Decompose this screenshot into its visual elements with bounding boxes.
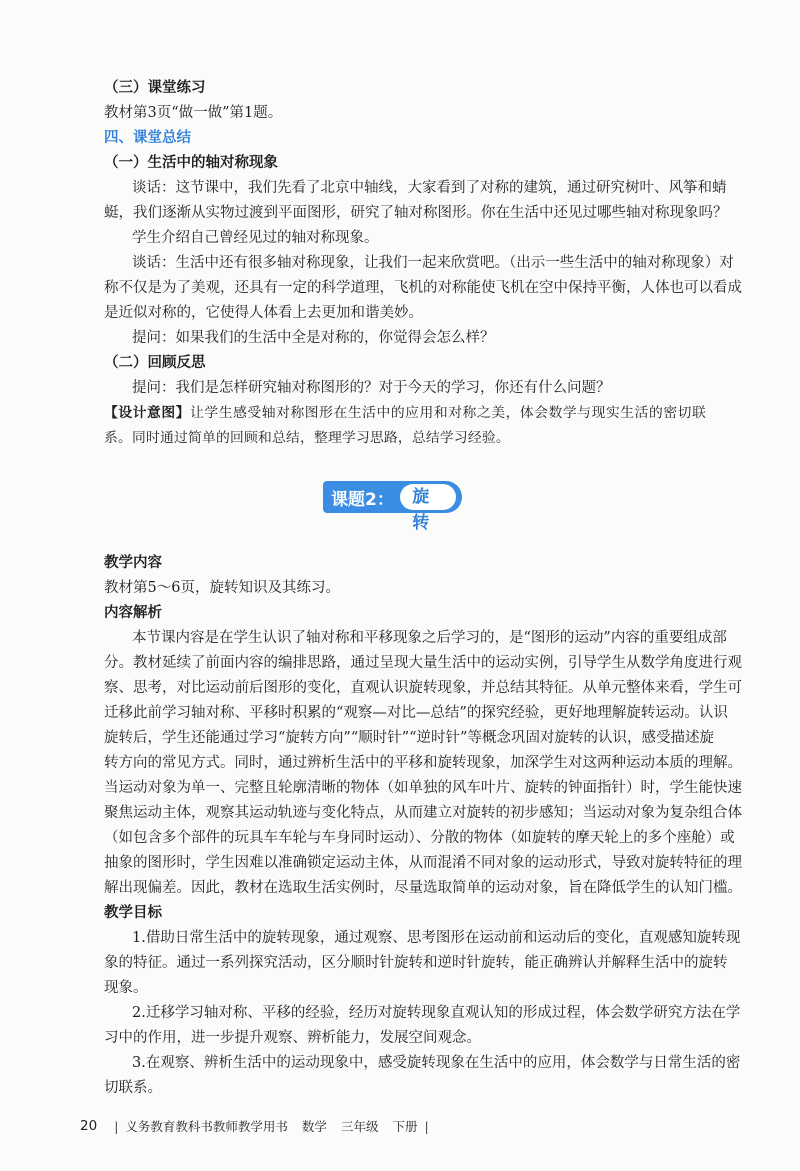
analysis-line: 旋转后，学生还能通过学习“旋转方向”“顺时针”“逆时针”等概念巩固对旋转的认识，感受描述旋 — [104, 730, 714, 746]
goal-line: 象的特征。通过一系列探究活动，区分顺时针旋转和逆时针旋转，能正确辨认并解释生活中的旋转 — [104, 955, 728, 971]
topic-badge — [323, 481, 462, 533]
design-intent-tag: 【设计意图】 — [104, 405, 191, 421]
analysis-line: （如包含多个部件的玩具车车轮与车身同时运动）、分散的物体（如旋转的摩天轮上的多个座舱）或 — [104, 830, 735, 846]
goal-line: 现象。 — [104, 980, 148, 996]
footer-book-title: 义务教育教科书教师教学用书 — [125, 1119, 288, 1134]
subheading-symmetry-in-life: （一）生活中的轴对称现象 — [104, 155, 278, 171]
heading-content-analysis: 内容解析 — [104, 605, 162, 621]
topic-title: 旋转 — [400, 484, 456, 510]
heading-teaching-content: 教学内容 — [104, 555, 162, 571]
analysis-line: 本节课内容是在学生认识了轴对称和平移现象之后学习的，是“图形的运动”内容的重要组成部 — [132, 630, 727, 646]
goal-line: 3.在观察、辨析生活中的运动现象中，感受旋转现象在生活中的应用，体会数学与日常生活的密 — [132, 1055, 741, 1071]
goal-line: 2.迁移学习轴对称、平移的经验，经历对旋转现象直观认知的形成过程，体会数学研究方法在学 — [132, 1005, 741, 1021]
paragraph-line: 是近似对称的，它使得人体看上去更加和谐美妙。 — [104, 305, 423, 321]
topic-label: 课题2： — [331, 489, 394, 510]
practice-text: 教材第3页“做一做”第1题。 — [104, 105, 283, 121]
paragraph-line: 提问：如果我们的生活中全是对称的，你觉得会怎么样？ — [132, 330, 495, 346]
subheading-review: （二）回顾反思 — [104, 355, 206, 371]
teaching-content-text: 教材第5～6页，旋转知识及其练习。 — [104, 580, 340, 596]
analysis-line: 察、思考，对比运动前后图形的变化，直观认识旋转现象，并总结其特征。从单元整体来看，学生可 — [104, 680, 742, 696]
footer-separator: | — [424, 1118, 429, 1134]
design-intent-line — [104, 403, 706, 423]
goal-line: 1.借助日常生活中的旋转现象，通过观察、思考图形在运动前和运动后的变化，直观感知旋转现 — [132, 930, 741, 946]
design-intent-text: 让学生感受轴对称图形在生活中的应用和对称之美，体会数学与现实生活的密切联 — [190, 405, 707, 421]
section-heading-summary: 四、课堂总结 — [104, 130, 191, 146]
analysis-line: 聚焦运动主体，观察其运动轨迹与变化特点，从而建立对旋转的初步感知；当运动对象为复杂组合体 — [104, 805, 742, 821]
page-footer — [80, 1116, 436, 1136]
paragraph-line: 蜓，我们逐渐从实物过渡到平面图形，研究了轴对称图形。你在生活中还见过哪些轴对称现象吗？ — [104, 205, 728, 221]
analysis-line: 解出现偏差。因此，教材在选取生活实例时，尽量选取简单的运动对象，旨在降低学生的认知门槛。 — [104, 880, 742, 896]
goal-line: 习中的作用，进一步提升观察、辨析能力，发展空间观念。 — [104, 1030, 481, 1046]
analysis-line: 转方向的常见方式。同时，通过辨析生活中的平移和旋转现象，加深学生对这两种运动本质的理解。 — [104, 755, 742, 771]
section-heading-practice: （三）课堂练习 — [104, 80, 206, 96]
analysis-line: 当运动对象为单一、完整且轮廓清晰的物体（如单独的风车叶片、旋转的钟面指针）时，学生能快速 — [104, 780, 742, 796]
paragraph-line: 谈话：生活中还有很多轴对称现象，让我们一起来欣赏吧。（出示一些生活中的轴对称现象）对 — [132, 255, 734, 271]
heading-teaching-goals: 教学目标 — [104, 905, 162, 921]
paragraph-line: 称不仅是为了美观，还具有一定的科学道理，飞机的对称能使飞机在空中保持平衡，人体也可以看成 — [104, 280, 742, 296]
paragraph-line: 谈话：这节课中，我们先看了北京中轴线，大家看到了对称的建筑，通过研究树叶、风筝和蜻 — [132, 180, 727, 196]
paragraph-line: 提问：我们是怎样研究轴对称图形的？对于今天的学习，你还有什么问题？ — [132, 380, 611, 396]
page-number: 20 — [80, 1118, 98, 1134]
goal-line: 切联系。 — [104, 1080, 162, 1096]
analysis-line: 迁移此前学习轴对称、平移时积累的“观察—对比—总结”的探究经验，更好地理解旋转运动。认识 — [104, 705, 728, 721]
footer-subject: 数学 — [301, 1119, 327, 1134]
analysis-line: 分。教材延续了前面内容的编排思路，通过呈现大量生活中的运动实例，引导学生从数学角度进行观 — [104, 655, 742, 671]
footer-separator: | — [114, 1118, 119, 1134]
analysis-line: 抽象的图形时，学生因难以准确锁定运动主体，从而混淆不同对象的运动形式，导致对旋转特征的理 — [104, 855, 742, 871]
footer-grade: 三年级 — [340, 1119, 379, 1134]
design-intent-line: 系。同时通过简单的回顾和总结，整理学习思路，总结学习经验。 — [104, 430, 510, 446]
paragraph-line: 学生介绍自己曾经见过的轴对称现象。 — [132, 230, 379, 246]
footer-volume: 下册 — [392, 1119, 418, 1134]
